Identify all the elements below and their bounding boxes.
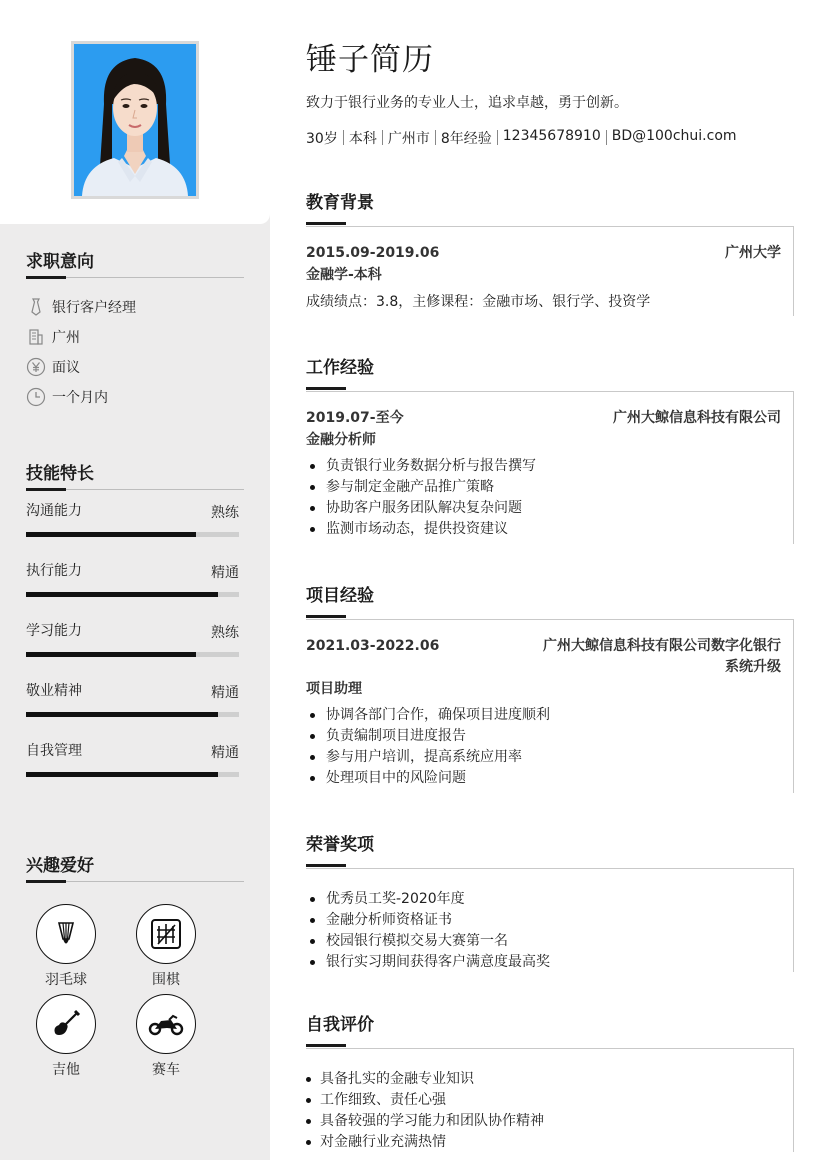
divider (435, 130, 436, 145)
honors-section (306, 834, 794, 972)
honors-bullets (306, 889, 781, 973)
list-item: 具备扎实的金融专业知识 (306, 1069, 781, 1090)
divider (382, 130, 383, 145)
list-item: 协助客户服务团队解决复杂问题 (306, 498, 781, 519)
list-item: 参与用户培训，提高系统应用率 (306, 747, 781, 768)
evaluation-bullets (306, 1069, 781, 1153)
contact-info (306, 128, 737, 148)
work-bullets (306, 456, 781, 540)
project-body (306, 619, 794, 793)
work-role: 金融分析师 (306, 432, 376, 448)
intent-item-city (26, 322, 244, 352)
hobby-label: 围棋 (152, 972, 180, 988)
skills-section (26, 462, 244, 790)
list-item: 金融分析师资格证书 (306, 910, 781, 931)
hobbies-section (26, 854, 244, 1082)
skills-title: 技能特长 (26, 462, 244, 490)
skill-item (26, 670, 244, 730)
skill-bar-fill (26, 532, 196, 537)
hobby-item (36, 904, 96, 989)
skill-bar-fill (26, 592, 218, 597)
list-item: 协调各部门合作，确保项目进度顺利 (306, 705, 781, 726)
guitar-icon (36, 994, 96, 1054)
list-item: 处理项目中的风险问题 (306, 768, 781, 789)
badminton-icon (36, 904, 96, 964)
hobbies-grid (26, 892, 244, 1082)
skill-item (26, 490, 244, 550)
skill-item (26, 550, 244, 610)
intent-item-salary (26, 352, 244, 382)
project-header (306, 636, 781, 678)
intent-item-position (26, 292, 244, 322)
skill-bar (26, 532, 239, 537)
work-section (306, 357, 794, 544)
work-company: 广州大鲸信息科技有限公司 (613, 410, 781, 426)
work-body (306, 391, 794, 544)
list-item: 优秀员工奖-2020年度 (306, 889, 781, 910)
honors-title: 荣誉奖项 (306, 834, 794, 868)
list-item: 负责银行业务数据分析与报告撰写 (306, 456, 781, 477)
project-name: 广州大鲸信息科技有限公司数字化银行系统升级 (543, 638, 781, 675)
yen-icon (26, 357, 46, 377)
education-major: 金融学-本科 (306, 267, 382, 283)
list-item: 对金融行业充满热情 (306, 1132, 781, 1153)
building-icon (26, 327, 46, 347)
list-item: 校园银行模拟交易大赛第一名 (306, 931, 781, 952)
tie-icon (26, 297, 46, 317)
list-item: 工作细致、责任心强 (306, 1090, 781, 1111)
skill-bar (26, 772, 239, 777)
skill-bar (26, 652, 239, 657)
intent-salary-text: 面议 (52, 360, 80, 376)
skill-name: 敬业精神 (26, 683, 82, 699)
intent-list (26, 292, 244, 412)
education-section (306, 192, 794, 316)
resume-slogan: 致力于银行业务的专业人士，追求卓越，勇于创新。 (306, 95, 628, 111)
sidebar (0, 0, 270, 1160)
list-item: 监测市场动态，提供投资建议 (306, 519, 781, 540)
skill-bar-fill (26, 652, 196, 657)
project-role: 项目助理 (306, 681, 362, 697)
intent-availability-text: 一个月内 (52, 390, 108, 406)
evaluation-body (306, 1048, 794, 1152)
evaluation-section (306, 1014, 794, 1152)
divider (497, 130, 498, 145)
intent-position-text: 银行客户经理 (52, 300, 136, 316)
skill-level: 熟练 (211, 505, 239, 521)
hobby-item (136, 904, 196, 989)
hobby-label: 吉他 (52, 1062, 80, 1078)
education-detail: 成绩绩点：3.8，主修课程：金融市场、银行学、投资学 (306, 294, 651, 310)
motorcycle-icon (136, 994, 196, 1054)
list-item: 银行实习期间获得客户满意度最高奖 (306, 952, 781, 973)
resume-name: 锤子简历 (306, 42, 434, 78)
skill-level: 精通 (211, 745, 239, 761)
contact-age: 30岁 (306, 131, 338, 147)
contact-email: BD@100chui.com (611, 128, 737, 144)
project-title: 项目经验 (306, 585, 794, 619)
education-school: 广州大学 (725, 245, 781, 261)
work-period: 2019.07-至今 (306, 410, 404, 426)
clock-icon (26, 387, 46, 407)
profile-photo (71, 41, 199, 199)
contact-city: 广州市 (387, 131, 430, 147)
education-period: 2015.09-2019.06 (306, 245, 440, 261)
go-board-icon (136, 904, 196, 964)
skill-level: 精通 (211, 565, 239, 581)
contact-experience: 8年经验 (440, 131, 492, 147)
project-section (306, 585, 794, 793)
skills-list (26, 490, 244, 790)
skill-name: 自我管理 (26, 743, 82, 759)
divider (606, 130, 607, 145)
skill-level: 精通 (211, 685, 239, 701)
intent-title: 求职意向 (26, 250, 244, 278)
skill-item (26, 610, 244, 670)
work-header (306, 408, 781, 429)
hobby-label: 羽毛球 (45, 972, 87, 988)
skill-name: 学习能力 (26, 623, 82, 639)
skill-bar-fill (26, 712, 218, 717)
project-period: 2021.03-2022.06 (306, 638, 440, 654)
skill-name: 执行能力 (26, 563, 82, 579)
hobby-label: 赛车 (152, 1062, 180, 1078)
hobbies-title: 兴趣爱好 (26, 854, 244, 882)
skill-name: 沟通能力 (26, 503, 82, 519)
hobby-item (36, 994, 96, 1079)
intent-city-text: 广州 (52, 330, 80, 346)
contact-degree: 本科 (348, 131, 377, 147)
evaluation-title: 自我评价 (306, 1014, 794, 1048)
divider (343, 130, 344, 145)
intent-item-availability (26, 382, 244, 412)
intent-section (26, 250, 244, 412)
skill-item (26, 730, 244, 790)
work-title: 工作经验 (306, 357, 794, 391)
honors-body (306, 868, 794, 972)
skill-level: 熟练 (211, 625, 239, 641)
list-item: 负责编制项目进度报告 (306, 726, 781, 747)
project-bullets (306, 705, 781, 789)
skill-bar (26, 592, 239, 597)
photo-card (0, 0, 270, 224)
education-title: 教育背景 (306, 192, 794, 226)
skill-bar (26, 712, 239, 717)
skill-bar-fill (26, 772, 218, 777)
list-item: 参与制定金融产品推广策略 (306, 477, 781, 498)
hobby-item (136, 994, 196, 1079)
contact-phone: 12345678910 (502, 128, 601, 144)
education-header (306, 243, 781, 264)
education-body (306, 226, 794, 316)
list-item: 具备较强的学习能力和团队协作精神 (306, 1111, 781, 1132)
